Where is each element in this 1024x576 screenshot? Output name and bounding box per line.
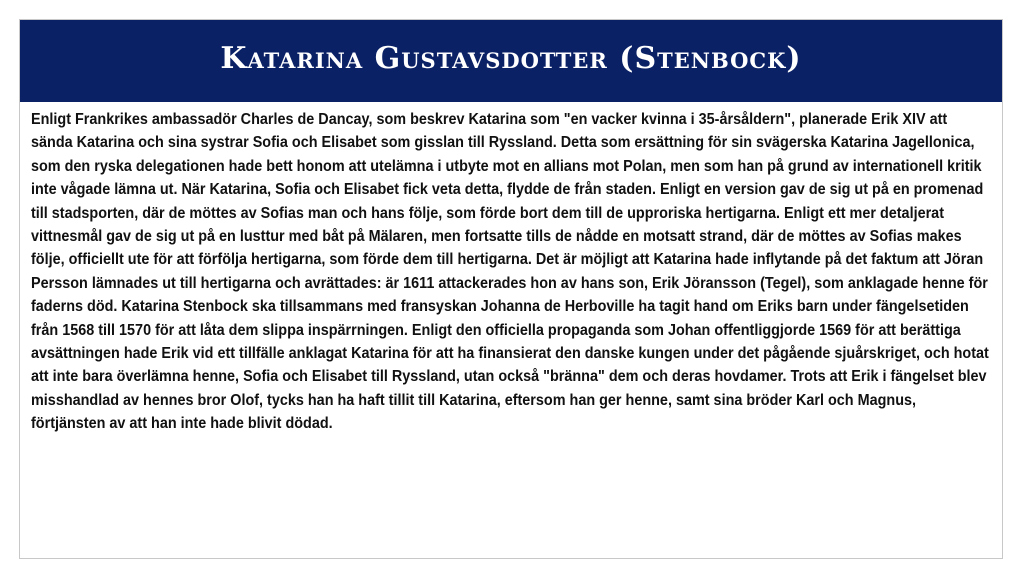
slide-title: Katarina Gustavsdotter (Stenbock) <box>220 40 802 76</box>
slide <box>19 19 1003 559</box>
slide-body-text: Enligt Frankrikes ambassadör Charles de Dancay, som beskrev Katarina som "en vacker kvinna i 35-årsåldern", planerade Erik XIV att sända Katarina och sina systrar Sofia och Elisabet som gisslan till Ryssland. Detta som ersättning för sin svägerska Katarina Jagellonica, som den ryska delegationen hade bett honom att utelämna i utbyte mot en allians mot Polan, men som han på grund av internationell kritik inte vågade lämna ut. När Katarina, Sofia och Elisabet fick veta detta, flydde de från staden. Enligt en version gav de sig ut på en promenad till stadsporten, där de möttes av Sofias man och hans följe, som förde bort dem till de upproriska hertigarna. Enligt ett mer detaljerat vittnesmål gav de sig ut på en lusttur med båt på Mälaren, men fortsatte tills de nådde en motsatt strand, där de möttes av Sofias makes följe, officiellt ute för att förfölja hertigarna, som förde dem till hertigarna. Det är möjligt att Katarina hade inflytande på det faktum att Jöran Persson lämnades ut till hertigarna och avrättades: är 1611 attackerades hon av hans son, Erik Jöransson (Tegel), som anklagade henne för faderns död. Katarina Stenbock ska tillsammans med fransyskan Johanna de Herboville ha tagit hand om Eriks barn under fängelsetiden från 1568 till 1570 för att låta dem slippa inspärrningen. Enligt den officiella propaganda som Johan offentliggjorde 1569 för att berättiga avsättningen hade Erik vid ett tillfälle anklagat Katarina för att ha finansierat den danske kungen under det pågående sjuårskriget, och hotat att inte bara överlämna henne, Sofia och Elisabet till Ryssland, utan också "bränna" dem och deras hovdamer. Trots att Erik i fängelset blev misshandlad av hennes bror Olof, tycks han ha haft tillit till Katarina, eftersom han ger henne, samt sina bröder Karl och Magnus, förtjänsten av att han inte hade blivit dödad. <box>31 111 989 433</box>
title-bar <box>20 20 1002 102</box>
